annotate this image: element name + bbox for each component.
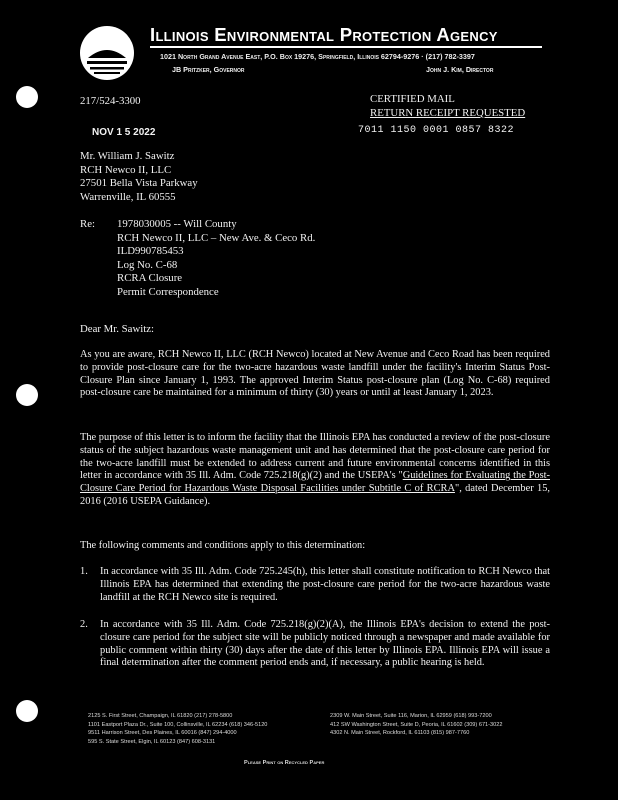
agency-name: Illinois Environmental Protection Agency	[150, 24, 498, 45]
salutation: Dear Mr. Sawitz:	[80, 323, 155, 335]
footer-address: 2309 W. Main Street, Suite 116, Marion, IL 62959 (618) 993-7200	[330, 713, 492, 719]
phone-number: 217/524-3300	[80, 95, 141, 107]
re-line: ILD990785453	[117, 245, 184, 257]
footer-address: 9511 Harrison Street, Des Plaines, IL 60016 (847) 294-4000	[88, 730, 237, 737]
re-label: Re:	[80, 218, 95, 230]
item-text: In accordance with 35 Ill. Adm. Code 725.218(g)(2)(A), the Illinois EPA's decision to extend the post-closure care period for the subject site will be publicly noticed through a newspaper and made available for public comment within thirty (30) days after the date of this letter by Illinois EPA. Illinois EPA will issue a final determination after the comment period ends and, if necessary, a public hearing is held.	[100, 619, 550, 669]
item-text: In accordance with 35 Ill. Adm. Code 725.245(h), this letter shall constitute notification to RCH Newco that Illinois EPA has determined that extending the post-closure care period for the two-acre hazardous waste landfill at the RCH Newco site is required.	[100, 566, 550, 603]
certified-mail: CERTIFIED MAIL	[370, 93, 455, 105]
tracking-number: 7011 1150 0001 0857 8322	[358, 125, 515, 136]
date-stamp: NOV 1 5 2022	[92, 127, 156, 138]
return-receipt: RETURN RECEIPT REQUESTED	[370, 107, 526, 119]
recipient-line: 27501 Bella Vista Parkway	[80, 177, 198, 189]
re-line: RCRA Closure	[117, 272, 183, 284]
binder-hole	[16, 86, 38, 108]
re-line: RCH Newco II, LLC – New Ave. & Ceco Rd.	[117, 231, 316, 244]
footer-address: 2125 S. First Street, Champaign, IL 61820 (217) 278-5800	[88, 713, 233, 719]
item-number: 2.	[80, 619, 88, 630]
director-name: John J. Kim, Director	[426, 65, 494, 74]
purpose-text-end: ", dated December 15, 2016 (2016 USEPA Guidance).	[80, 483, 550, 507]
item-number: 1.	[80, 566, 88, 577]
re-line: Log No. C-68	[117, 258, 178, 271]
recycled-paper-note: Please Print on Recycled Paper	[244, 760, 325, 766]
purpose-text: The purpose of this letter is to inform the facility that the Illinois EPA has conducted a review of the post-closure status of the subject hazardous waste management unit and has determined that the post-closure care period for the two-acre landfill must be extended to address current and future environmental concerns identified in this letter in accordance with 35 Ill. Adm. Code 725.218(g)(2) and the USEPA's "	[80, 432, 550, 482]
recipient-block	[80, 150, 198, 204]
recipient-line: Warrenville, IL 60555	[80, 190, 176, 203]
paragraph-intro: As you are aware, RCH Newco II, LLC (RCH Newco) located at New Avenue and Ceco Road has been required to provide post-closure care for the two-acre hazardous waste landfill under the facility's Interim Status Post-Closure Plan since January 1, 1993. The approved Interim Status post-closure plan (Log No. C-68) required post-closure care be maintained for a minimum of thirty (30) years or until at least January 1, 2023.	[80, 349, 550, 399]
re-block	[117, 218, 315, 299]
agency-address: 1021 North Grand Avenue East, P.O. Box 19276, Springfield, Illinois 62794-9276 · (217) 782-3397	[160, 52, 475, 61]
recipient-line: RCH Newco II, LLC	[80, 163, 172, 176]
footer-addresses-left	[88, 712, 267, 746]
footer-address: 595 S. State Street, Elgin, IL 60123 (847) 608-3131	[88, 738, 216, 745]
footer-address: 1101 Eastport Plaza Dr., Suite 100, Collinsville, IL 62234 (618) 346-5120	[88, 721, 268, 728]
binder-hole	[16, 384, 38, 406]
paragraph-conditions-intro: The following comments and conditions apply to this determination:	[80, 540, 366, 551]
governor-name: JB Pritzker, Governor	[172, 65, 245, 74]
iepa-logo	[78, 24, 136, 82]
paragraph-purpose	[80, 432, 550, 509]
letterhead-rule	[150, 46, 542, 48]
recipient-line: Mr. William J. Sawitz	[80, 150, 175, 162]
re-line: Permit Correspondence	[117, 285, 219, 298]
footer-addresses-right	[330, 712, 502, 738]
footer-address: 4302 N. Main Street, Rockford, IL 61103 (815) 987-7760	[330, 730, 470, 737]
footer-address: 412 SW Washington Street, Suite D, Peoria, IL 61602 (309) 671-3022	[330, 721, 503, 728]
guidance-title: Guidelines for Evaluating the Post-Closure Care Period for Hazardous Waste Disposal Facilities under Subtitle C of RCRA	[80, 470, 550, 495]
binder-hole	[16, 700, 38, 722]
re-line: 1978030005 -- Will County	[117, 218, 237, 230]
